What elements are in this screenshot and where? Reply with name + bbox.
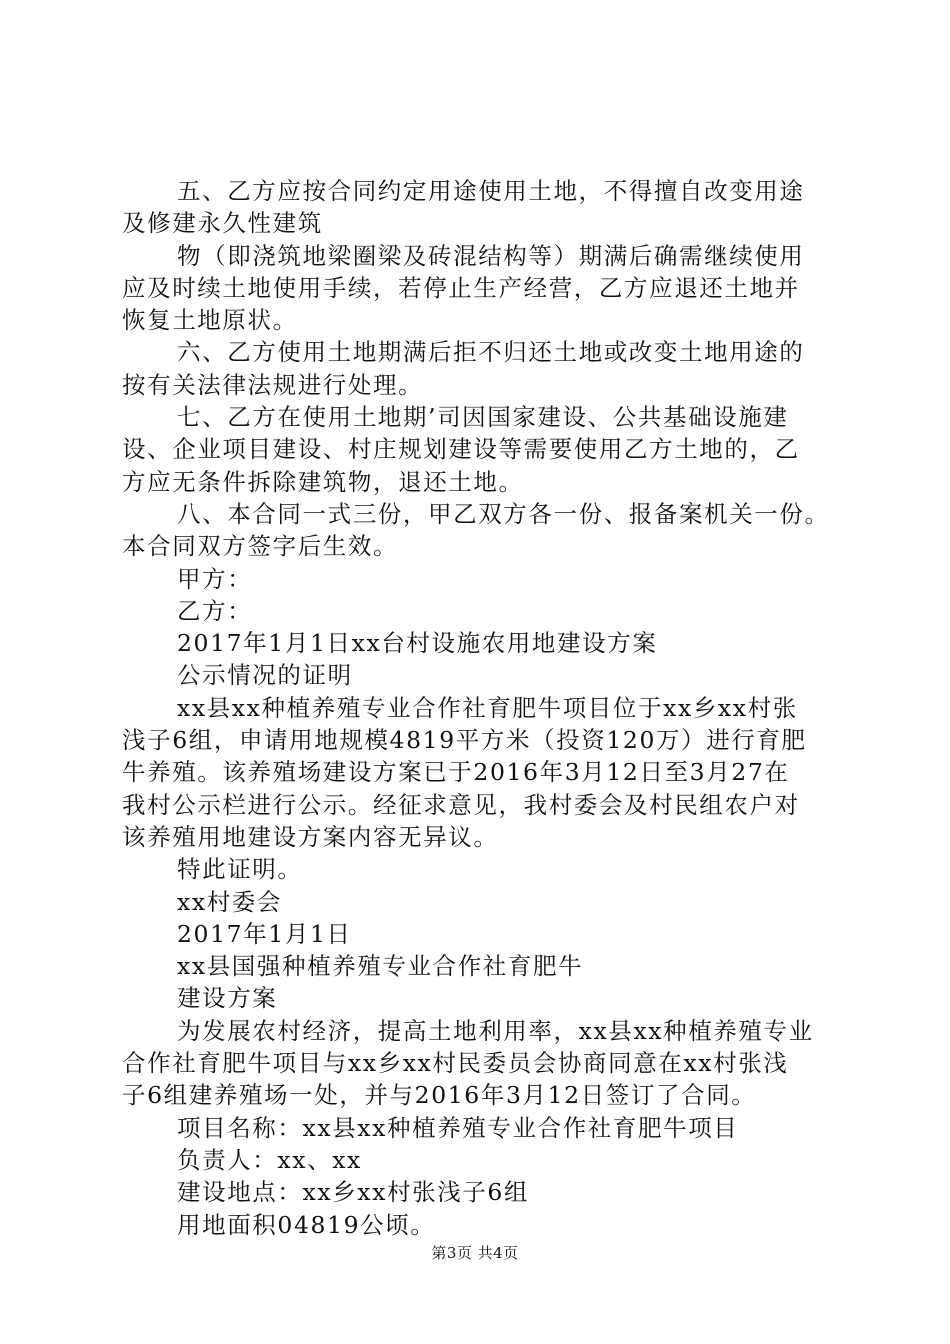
text-line: 五、乙方应按合同约定用途使用土地，不得擅自改变用途: [177, 177, 805, 205]
text-line: 八、本合同一式三份，甲乙双方各一份、报备案机关一份。: [177, 499, 830, 528]
text-line: 特此证明。: [177, 855, 303, 884]
text-line: 应及时续土地使用手续，若停止生产经营，乙方应退还土地并: [122, 273, 800, 302]
text-line: 合作社育肥牛项目与xx乡xx村民委员会协商同意在xx村张浅: [122, 1049, 789, 1078]
text-line: xx县xx种植养殖专业合作社育肥牛项目位于xx乡xx村张: [177, 693, 798, 722]
text-line: 七、乙方在使用土地期’司因国家建设、公共基础设施建: [177, 403, 789, 432]
issuer-name: xx村委会: [177, 887, 283, 916]
text-line: 我村公示栏进行公示。经征求意见，我村委会及村民组农户对: [122, 790, 800, 819]
text-line: 恢复土地原状。: [122, 306, 298, 335]
text-line: 牛养殖。该养殖场建设方案已于2016年3月12日至3月27在: [122, 758, 790, 787]
text-line: 为发展农村经济，提高土地利用率，xx县xx种植养殖专业: [177, 1016, 814, 1045]
text-line: 2017年1月1日xx台村设施农用地建设方案: [177, 629, 658, 658]
section-title: 公示情况的证明: [177, 661, 353, 690]
text-line: 子6组建养殖场一处，并与2016年3月12日签订了合同。: [122, 1081, 757, 1110]
section-title: 建设方案: [177, 984, 278, 1013]
text-line: 该养殖用地建设方案内容无异议。: [122, 822, 499, 851]
project-lead: 负责人：xx、xx: [177, 1145, 362, 1174]
project-location: 建设地点：xx乡xx村张浅子6组: [177, 1178, 530, 1207]
document-body: [122, 175, 842, 1241]
text-line: 按有关法律法规进行处理。: [122, 370, 424, 399]
project-name: 项目名称：xx县xx种植养殖专业合作社育肥牛项目: [177, 1113, 739, 1142]
text-line: 设、企业项目建设、村庄规划建设等需要使用乙方土地的，乙: [122, 435, 800, 464]
issue-date: 2017年1月1日: [177, 919, 352, 948]
text-line: 六、乙方使用土地期满后拒不归还土地或改变土地用途的: [177, 338, 805, 367]
text-line: 物（即浇筑地梁圈梁及砖混结构等）期满后确需继续使用: [177, 241, 805, 270]
signature-party-b: 乙方：: [177, 596, 253, 625]
signature-party-a: 甲方：: [177, 564, 253, 593]
page-number: 第3页 共4页: [431, 1244, 519, 1262]
text-line: 方应无条件拆除建筑物，退还土地。: [122, 467, 524, 496]
project-area: 用地面积04819公顷。: [177, 1210, 436, 1239]
text-line: 及修建永久性建筑: [122, 209, 323, 238]
text-line: 浅子6组，申请用地规模4819平方米（投资120万）进行育肥: [122, 726, 807, 755]
section-title: xx县国强种植养殖专业合作社育肥牛: [177, 952, 584, 981]
text-line: 本合同双方签字后生效。: [122, 532, 399, 561]
